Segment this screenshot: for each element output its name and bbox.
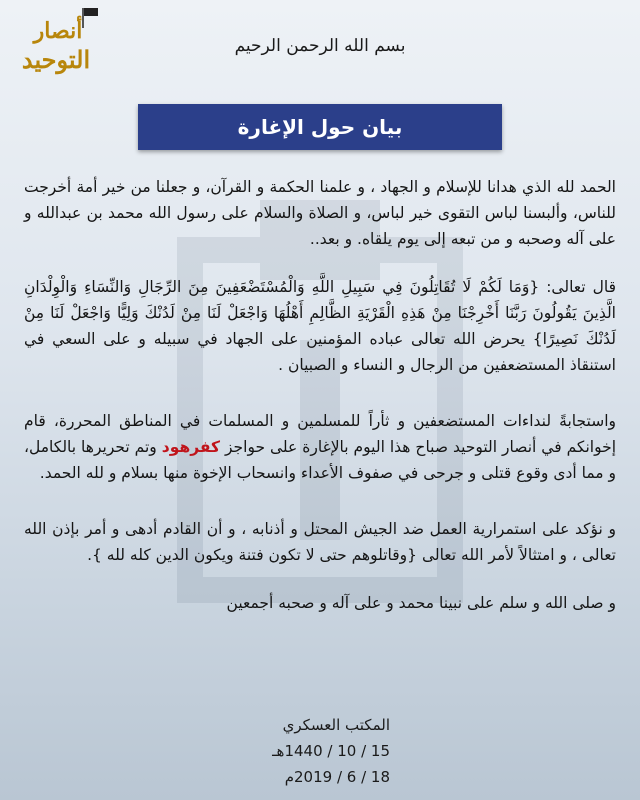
paragraph-closing: و صلى الله و سلم على نبينا محمد و على آله و صحبه أجمعين [226,594,616,612]
signature-block [200,712,390,790]
operation-text-end: وتم تحريرها بالكامل، و مما أدى وقوع قتلى و جرحى في صفوف الأعداء وانسحاب الإخوة منها بسلام و لله الحمد. [24,438,616,482]
title-banner [138,104,502,150]
paragraph-quran-verse: قال تعالى: {وَمَا لَكُمْ لَا تُقَاتِلُونَ فِي سَبِيلِ اللَّهِ وَالْمُسْتَضْعَفِينَ مِنَ الرِّجَالِ وَالنِّسَاءِ وَالْوِلْدَانِ الَّذِينَ يَقُولُونَ رَبَّنَا أَخْرِجْنَا مِنْ هَذِهِ الْقَرْيَةِ الظَّالِمِ أَهْلُهَا وَاجْعَلْ لَنَا مِنْ لَدُنْكَ وَلِيًّا وَاجْعَلْ لَنَا مِنْ لَدُنْكَ نَصِيرًا} يحرض الله تعالى عباده المؤمنين على الجهاد في سبيله و على السعي في استنقاذ المستضعفين من الرجال و النساء و الصبيان . [24,278,616,374]
basmala: بسم الله الرحمن الرحيم [234,36,406,56]
paragraph-operation [24,408,616,486]
paragraph-opening: الحمد لله الذي هدانا للإسلام و الجهاد ، و علمنا الحكمة و القرآن، و جعلنا من خير أمة أخرجت للناس، وألبسنا لباس التقوى خير لباس، و الصلاة والسلام على رسول الله محمد بن عبدالله و على آله وصحبه و من تبعه إلى يوم يلقاه. و بعد.. [24,178,616,248]
svg-text:التوحيد: التوحيد [21,45,91,74]
paragraph-continuation: و نؤكد على استمرارية العمل ضد الجيش المحتل و أذنابه ، و أن القادم أدهى و أمر بإذن الله تعالى ، و امتثالاً لأمر الله تعالى {وقاتلوهم حتى لا تكون فتنة ويكون الدين كله لله }. [24,520,616,564]
location-highlight: كفرهود [161,438,221,456]
gregorian-date: 18 / 6 / 2019م [284,768,390,786]
page-title: بيان حول الإغارة [237,115,403,139]
issuing-office: المكتب العسكري [282,716,390,734]
svg-text:أنصار: أنصار [33,18,83,44]
statement-body [24,174,616,638]
hijri-date: 15 / 10 / 1440هـ [272,742,390,760]
operation-text-start: واستجابةً لنداءات المستضعفين و ثأراً للمسلمين و المسلمات في المناطق المحررة، قام إخوانكم في أنصار التوحيد صباح هذا اليوم بالإغارة على حواجز [24,412,616,456]
